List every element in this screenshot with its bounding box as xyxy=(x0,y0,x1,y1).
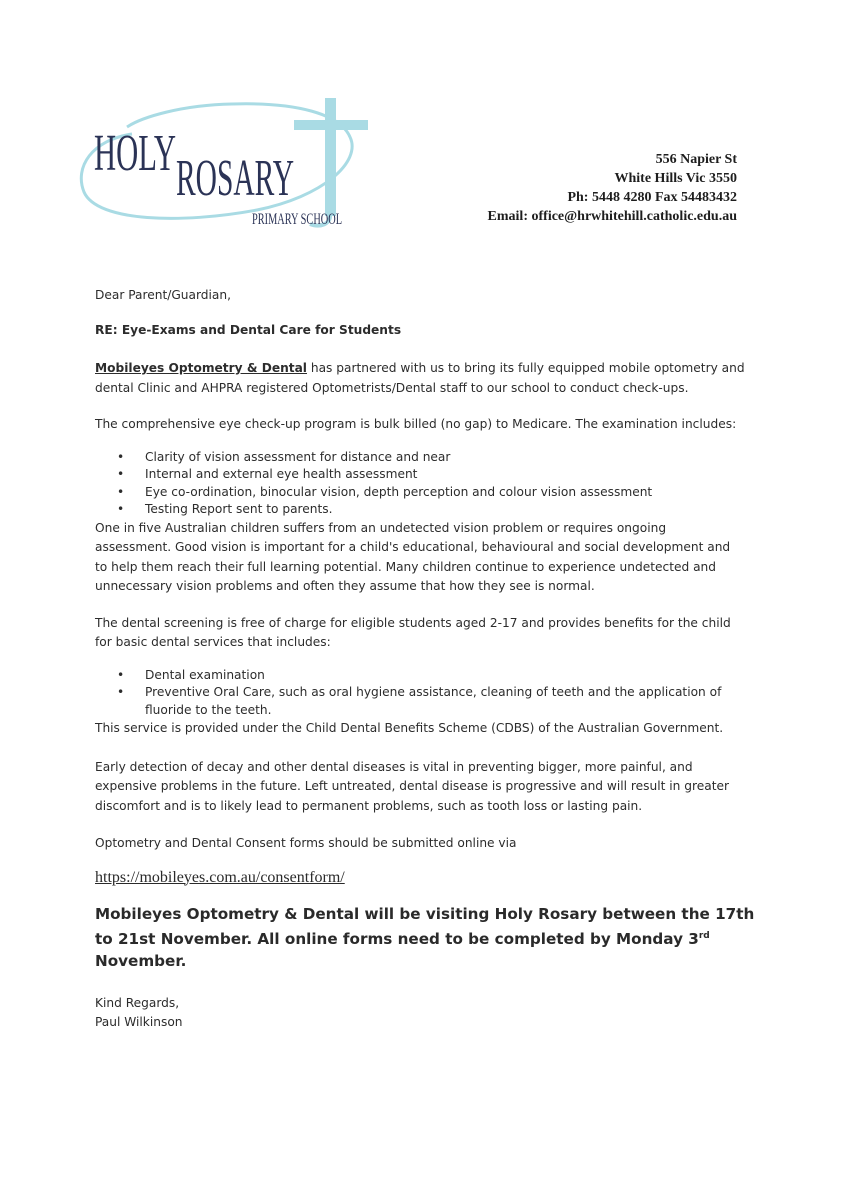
subject-line: RE: Eye-Exams and Dental Care for Students xyxy=(95,322,402,337)
consent-paragraph: Optometry and Dental Consent forms should be submitted online via xyxy=(95,836,517,850)
logo-cross-horizontal xyxy=(294,120,368,130)
signature-name: Paul Wilkinson xyxy=(95,1015,183,1030)
logo-holy: HOLY xyxy=(94,125,176,182)
salutation: Dear Parent/Guardian, xyxy=(95,288,231,302)
list-item: • Eye co-ordination, binocular vision, depth perception and colour vision assessment xyxy=(95,484,745,502)
list-item: • Dental examination xyxy=(95,667,745,685)
address-street: 556 Napier St xyxy=(655,152,737,167)
address-phone: Ph: 5448 4280 Fax 54483432 xyxy=(567,190,737,205)
visit-notice xyxy=(95,903,755,972)
address-suburb: White Hills Vic 3550 xyxy=(614,171,737,186)
list-item: • Internal and external eye health assessment xyxy=(95,466,745,484)
early-detection-paragraph: Early detection of decay and other dental diseases is vital in preventing bigger, more painful, and expensive problems in the future. Left untreated, dental disease is progressive and will result in greater discomfort and is to likely lead to permanent problems, such as tooth loss or lasting pain. xyxy=(95,759,729,813)
org-name: Mobileyes Optometry & Dental xyxy=(95,361,307,375)
visit-superscript: rd xyxy=(698,931,710,941)
eye-exam-list xyxy=(95,449,745,519)
eye-lead: The comprehensive eye check-up program is bulk billed (no gap) to Medicare. The examination includes: xyxy=(95,417,737,431)
list-item: • Clarity of vision assessment for distance and near xyxy=(95,449,745,467)
cdbs-paragraph: This service is provided under the Child Dental Benefits Scheme (CDBS) of the Australian Government. xyxy=(95,721,724,735)
logo-rosary: ROSARY xyxy=(176,150,294,207)
list-item: • Preventive Oral Care, such as oral hygiene assistance, cleaning of teeth and the application of fluoride to the teeth. xyxy=(95,684,745,719)
intro-text: has partnered with us to bring its fully equipped mobile optometry and dental Clinic and AHPRA registered Optometrists/Dental staff to our school to conduct check-ups. xyxy=(95,361,745,395)
school-logo xyxy=(72,92,372,232)
list-item: • Testing Report sent to parents. xyxy=(95,501,745,519)
dental-lead: The dental screening is free of charge for eligible students aged 2-17 and provides benefits for the child for basic dental services that includes: xyxy=(95,615,731,649)
visit-text-end: November. xyxy=(95,952,187,971)
school-address xyxy=(488,150,737,226)
letter-body xyxy=(95,286,755,1032)
consent-form-link[interactable]: https://mobileyes.com.au/consentform/ xyxy=(95,868,345,886)
visit-text: Mobileyes Optometry & Dental will be visiting Holy Rosary between the 17th to 21st November. All online forms need to be completed by Monday 3 xyxy=(95,905,755,949)
logo-primary-school: PRIMARY SCHOOL xyxy=(252,211,342,228)
logo-cross-vertical xyxy=(325,98,336,216)
dental-services-list xyxy=(95,667,745,720)
vision-paragraph: One in five Australian children suffers from an undetected vision problem or requires ongoing assessment. Good vision is important for a child's educational, behavioural and social development and to help them reach their full learning potential. Many children continue to experience undetected and unnecessary vision problems and often they assume that how they see is normal. xyxy=(95,520,731,593)
intro-paragraph xyxy=(95,359,745,398)
sign-off xyxy=(95,994,745,1032)
closing: Kind Regards, xyxy=(95,996,180,1011)
address-email: Email: office@hrwhitehill.catholic.edu.au xyxy=(487,209,737,224)
